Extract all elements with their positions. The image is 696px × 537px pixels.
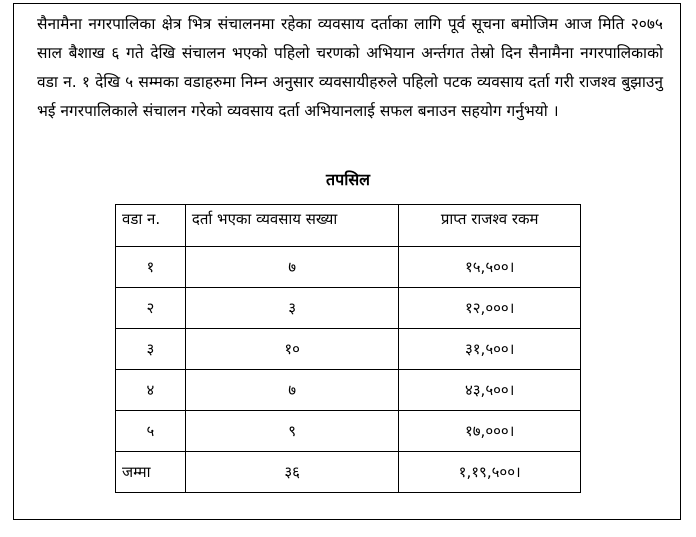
- total-business-count-cell: ३६: [185, 452, 398, 493]
- revenue-cell: ४३,५००।: [399, 370, 581, 411]
- business-count-cell: ९: [185, 411, 398, 452]
- ward-number-cell: ४: [116, 370, 186, 411]
- details-heading: तपसिल: [325, 170, 371, 189]
- registration-table: [115, 204, 581, 493]
- table-header-row: [116, 205, 581, 247]
- ward-number-cell: २: [116, 288, 186, 329]
- total-revenue-cell: १,१९,५००।: [399, 452, 581, 493]
- revenue-cell: १७,०००।: [399, 411, 581, 452]
- notice-paragraph: सैनामैना नगरपालिका क्षेत्र भित्र संचालनमा रहेका व्यवसाय दर्ताका लागि पूर्व सूचना बमोजिम आज मिति २०७५ साल बैशाख ६ गते देखि संचालन भएको पहिलो चरणको अभियान अर्न्तगत तेस्रो दिन सैनामैना नगरपालिकाको वडा न. १ देखि ५ सम्मका वडाहरुमा निम्न अनुसार व्यवसायीहरुले पहिलो पटक व्यवसाय दर्ता गरी राजश्व बुझाउनु भई नगरपालिकाले संचालन गरेको व्यवसाय दर्ता अभियानलाई सफल बनाउन सहयोग गर्नुभयो ।: [37, 15, 663, 120]
- table-row: [116, 247, 581, 288]
- header-ward-number: वडा न.: [116, 205, 186, 247]
- business-count-cell: ३: [185, 288, 398, 329]
- revenue-cell: १२,०००।: [399, 288, 581, 329]
- table-row: [116, 370, 581, 411]
- business-count-cell: ७: [185, 247, 398, 288]
- ward-number-cell: १: [116, 247, 186, 288]
- header-business-count: दर्ता भएका व्यवसाय सख्या: [185, 205, 398, 247]
- header-revenue-received: प्राप्त राजश्व रकम: [399, 205, 581, 247]
- total-label-cell: जम्मा: [116, 452, 186, 493]
- business-count-cell: ७: [185, 370, 398, 411]
- revenue-cell: १५,५००।: [399, 247, 581, 288]
- table-row: [116, 411, 581, 452]
- revenue-cell: ३१,५००।: [399, 329, 581, 370]
- table-row: [116, 329, 581, 370]
- ward-number-cell: ५: [116, 411, 186, 452]
- ward-number-cell: ३: [116, 329, 186, 370]
- table-row: [116, 288, 581, 329]
- table-total-row: [116, 452, 581, 493]
- business-count-cell: १०: [185, 329, 398, 370]
